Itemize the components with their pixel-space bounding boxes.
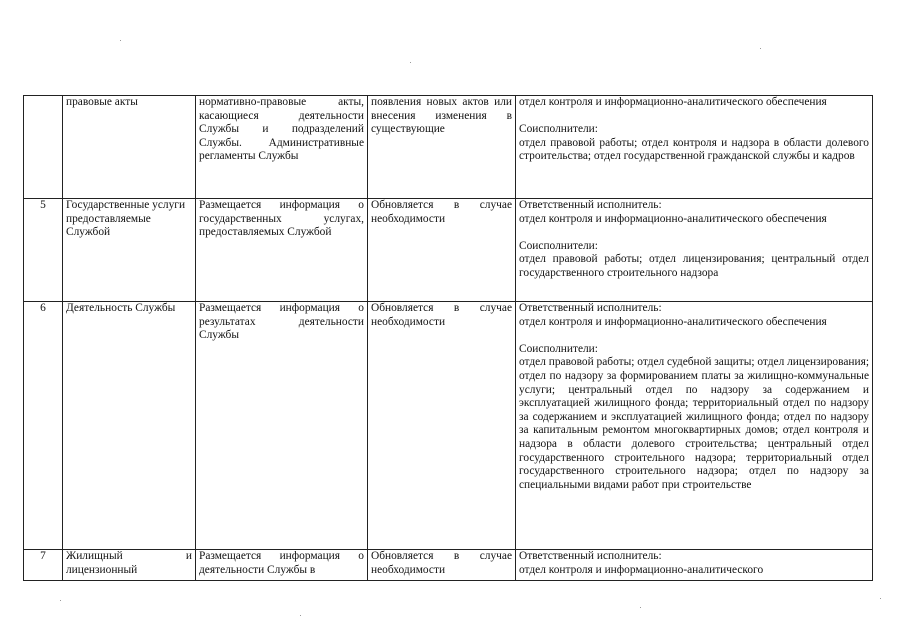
executors-cell	[516, 302, 873, 550]
update-schedule: Обновляется в случае необходимости	[368, 302, 516, 550]
executors-cell	[516, 550, 873, 581]
co-executors-label: Соисполнители:	[519, 239, 598, 252]
executors-cell	[516, 199, 873, 302]
table-row	[24, 302, 873, 550]
co-executors-label: Соисполнители:	[519, 342, 598, 355]
row-number	[24, 96, 63, 199]
responsible-executor-label: Ответственный исполнитель:	[519, 550, 662, 562]
scan-speck	[120, 40, 121, 41]
update-schedule: Обновляется в случае необходимости	[368, 550, 516, 581]
table-row	[24, 96, 873, 199]
info-description: нормативно-правовые акты, касающиеся деятельности Службы и подразделений Службы. Административные регламенты Службы	[196, 96, 368, 199]
co-executors: отдел правовой работы; отдел судебной защиты; отдел лицензирования; отдел по надзору за формированием платы за жилищно-коммунальные услуги; центральный отдел по надзору за содержанием и эксплуатацией жилищного фонда; территориальный отдел по надзору за содержанием и эксплуатацией жилищного фонда; отдел по надзору за капитальным ремонтом многоквартирных домов; отдел контроля и надзора в области долевого строительства; центральный отдел государственного строительного надзора; территориальный отдел государственного строительного надзора; отдел по надзору за специальными видами работ при строительстве	[519, 356, 870, 491]
scan-speck	[60, 600, 61, 601]
section-name: Деятельность Службы	[63, 302, 196, 550]
section-name: правовые акты	[63, 96, 196, 199]
scan-speck	[640, 607, 641, 608]
update-schedule: появления новых актов или внесения изменения в существующие	[368, 96, 516, 199]
information-table	[23, 95, 873, 581]
responsible-executor: отдел контроля и информационно-аналитического обеспечения	[519, 315, 827, 328]
responsible-executor-label: Ответственный исполнитель:	[519, 199, 662, 211]
responsible-executor: отдел контроля и информационно-аналитического	[519, 563, 764, 576]
info-description: Размещается информация о результатах деятельности Службы	[196, 302, 368, 550]
scan-speck	[880, 598, 881, 599]
responsible-executor: отдел контроля и информационно-аналитического обеспечения	[519, 96, 827, 108]
scan-speck	[760, 48, 761, 49]
info-description: Размещается информация о деятельности Службы в	[196, 550, 368, 581]
co-executors: отдел правовой работы; отдел контроля и надзора в области долевого строительства; отдел государственной гражданской службы и кадров	[519, 136, 869, 163]
section-name: Жилищный и лицензионный	[63, 550, 196, 581]
executors-cell	[516, 96, 873, 199]
table-row	[24, 199, 873, 302]
row-number: 7	[24, 550, 63, 581]
info-description: Размещается информация о государственных услугах, предоставляемых Службой	[196, 199, 368, 302]
scan-speck	[300, 615, 301, 616]
co-executors-label: Соисполнители:	[519, 123, 598, 136]
co-executors: отдел правовой работы; отдел лицензирования; центральный отдел государственного строительного надзора	[519, 253, 869, 279]
section-name: Государственные услуги предоставляемые Службой	[63, 199, 196, 302]
scan-speck	[410, 62, 411, 63]
table-row	[24, 550, 873, 581]
responsible-executor-label: Ответственный исполнитель:	[519, 302, 662, 314]
responsible-executor: отдел контроля и информационно-аналитического обеспечения	[519, 212, 827, 225]
row-number: 5	[24, 199, 63, 302]
update-schedule: Обновляется в случае необходимости	[368, 199, 516, 302]
row-number: 6	[24, 302, 63, 550]
